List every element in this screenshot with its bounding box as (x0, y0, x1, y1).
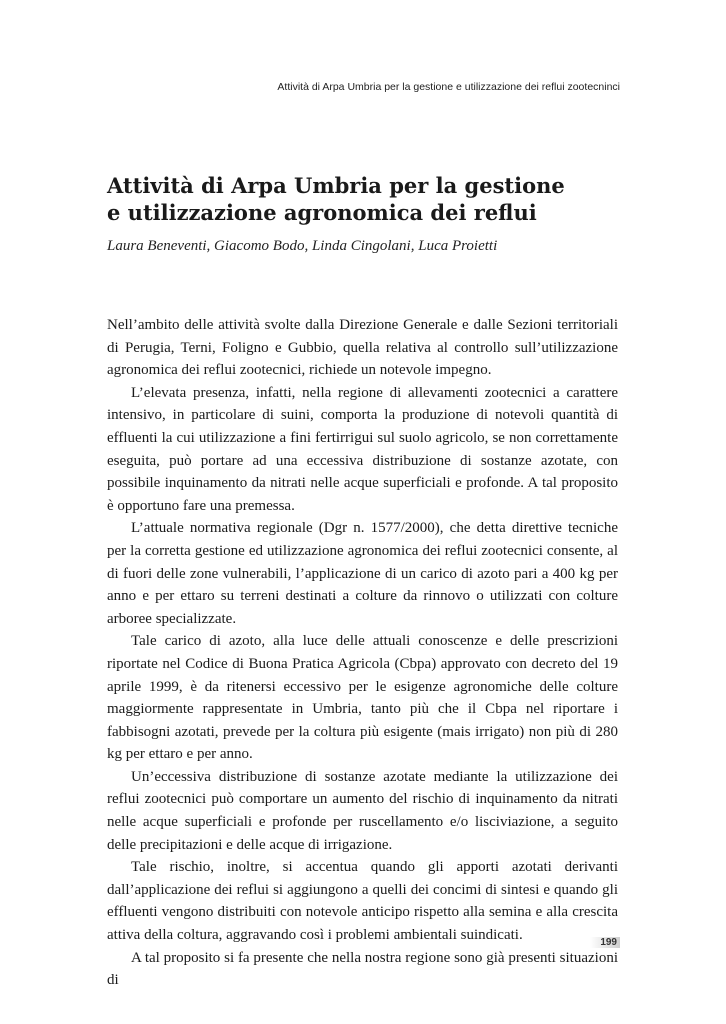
paragraph-6: Tale rischio, inoltre, si accentua quando gli apporti azotati derivanti dall’applicazione dei reflui si aggiungono a quelli dei concimi di sintesi e quando gli effluenti vengono distribuiti con notevole anticipo rispetto alla semina e alla crescita attiva della coltura, aggravando così i problemi ambientali suindicati. (107, 859, 618, 944)
running-head: Attività di Arpa Umbria per la gestione e utilizzazione dei reflui zootecninci (277, 81, 620, 93)
article-title (107, 172, 627, 226)
authors: Laura Beneventi, Giacomo Bodo, Linda Cingolani, Luca Proietti (107, 238, 498, 254)
paragraph-7: A tal proposito si fa presente che nella nostra regione sono già presenti situazioni di (107, 949, 618, 989)
body-text (107, 314, 618, 992)
article-title-line-2: e utilizzazione agronomica dei reflui (107, 200, 537, 225)
paragraph-1: Nell’ambito delle attività svolte dalla Direzione Generale e dalle Sezioni territoriali di Perugia, Terni, Foligno e Gubbio, quella relativa al controllo sull’utilizzazione agronomica dei reflui zootecnici, richiede un notevole impegno. (107, 317, 618, 379)
paragraph-5: Un’eccessiva distribuzione di sostanze azotate mediante la utilizzazione dei reflui zootecnici può comportare un aumento del rischio di inquinamento da nitrati nelle acque superficiali e profonde per ruscellamento e/o lisciviazione, a seguito delle precipitazioni e delle acque di irrigazione. (107, 768, 618, 853)
page-number: 199 (590, 937, 620, 948)
paragraph-3: L’attuale normativa regionale (Dgr n. 1577/2000), che detta direttive tecniche per la corretta gestione ed utilizzazione agronomica dei reflui zootecnici consente, al di fuori delle zone vulnerabili, l’applicazione di un carico di azoto pari a 400 kg per anno e per ettaro su terreni destinati a colture da rinnovo o utilizzati con colture arboree specializzate. (107, 520, 618, 627)
paragraph-2: L’elevata presenza, infatti, nella regione di allevamenti zootecnici a carattere intensivo, in particolare di suini, comporta la produzione di notevoli quantità di effluenti la cui utilizzazione a fini fertirrigui sul suolo agricolo, se non correttamente eseguita, può portare ad una eccessiva distribuzione di sostanze azotate, con possibile inquinamento da nitrati nelle acque superficiali e profonde. A tal proposito è opportuno fare una premessa. (107, 384, 618, 514)
paragraph-4: Tale carico di azoto, alla luce delle attuali conoscenze e delle prescrizioni riportate nel Codice di Buona Pratica Agricola (Cbpa) approvato con decreto del 19 aprile 1999, è da ritenersi eccessivo per le esigenze agronomiche delle colture maggiormente rappresentate in Umbria, tanto più che il Cbpa nel riportare i fabbisogni azotati, prevede per la coltura più esigente (mais irrigato) non più di 280 kg per ettaro e per anno. (107, 633, 618, 763)
article-title-line-1: Attività di Arpa Umbria per la gestione (107, 173, 565, 198)
